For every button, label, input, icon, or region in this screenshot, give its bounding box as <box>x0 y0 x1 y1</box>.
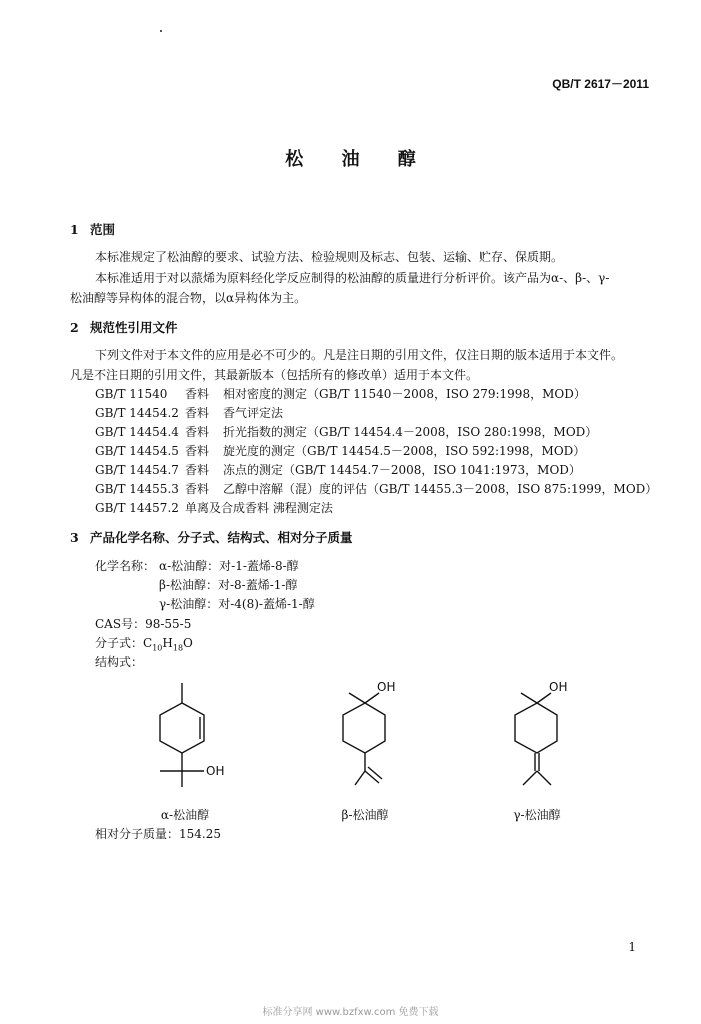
gamma-terpineol-caption: γ-松油醇 <box>513 808 561 822</box>
reference-category: 香料 <box>185 387 210 401</box>
page-number: 1 <box>628 940 636 954</box>
beta-terpineol-structure <box>325 675 425 790</box>
reference-code: GB/T 14454.2 <box>95 406 179 420</box>
bond <box>521 693 537 703</box>
section-title: 规范性引用文件 <box>90 320 178 335</box>
ring <box>515 703 557 753</box>
reference-category: 香料 <box>185 406 210 420</box>
section-2-heading <box>70 318 178 336</box>
chemical-name-gamma: γ-松油醇：对-4(8)-蓋烯-1-醇 <box>159 597 315 611</box>
ring <box>343 703 385 753</box>
formula-carbon-count: 10 <box>152 643 163 653</box>
hydroxyl-label: OH <box>377 680 396 694</box>
scan-speck <box>160 30 162 32</box>
bond <box>365 771 379 783</box>
reference-item <box>95 480 657 497</box>
standard-code: QB/T 2617－2011 <box>552 77 649 91</box>
reference-code: GB/T 14454.4 <box>95 425 179 439</box>
reference-item <box>95 404 283 421</box>
cas-number: CAS号：98-55-5 <box>95 617 192 631</box>
molecular-formula <box>95 634 193 652</box>
section-3-heading <box>70 528 353 546</box>
chemical-name-alpha: α-松油醇：对-1-蓋烯-8-醇 <box>159 559 299 573</box>
section-number: 1 <box>70 222 79 237</box>
chemical-name-label: 化学名称： <box>95 559 156 573</box>
alpha-terpineol-caption: α-松油醇 <box>160 808 210 822</box>
scope-paragraph-2-line-1: 本标准适用于对以蒎烯为原料经化学反应制得的松油醇的质量进行分析评价。该产品为α-、β-、γ- <box>95 271 610 285</box>
reference-category: 香料 <box>185 482 210 496</box>
reference-item <box>95 442 585 459</box>
reference-title: 香气评定法 <box>223 406 284 420</box>
references-intro-line-1: 下列文件对于本文件的应用是必不可少的。凡是注日期的引用文件，仅注日期的版本适用于本文件。 <box>95 348 624 362</box>
reference-code: GB/T 14454.5 <box>95 444 179 458</box>
beta-terpineol-caption: β-松油醇 <box>341 808 389 822</box>
reference-title: 折光指数的测定（GB/T 14454.4－2008，ISO 280:1998，MOD） <box>223 425 598 439</box>
bond <box>523 771 537 785</box>
reference-category: 香料 <box>185 425 210 439</box>
alpha-terpineol-structure <box>140 675 240 790</box>
bond <box>355 771 365 785</box>
section-title: 范围 <box>90 222 116 237</box>
reference-title: 乙醇中溶解（混）度的评估（GB/T 14455.3－2008，ISO 875:1999，MOD） <box>223 482 658 496</box>
reference-title: 冻点的测定（GB/T 14454.7－2008，ISO 1041:1973，MOD） <box>223 463 581 477</box>
hydroxyl-label: OH <box>206 764 225 778</box>
molecular-mass: 相对分子质量：154.25 <box>95 827 221 841</box>
reference-category: 香料 <box>185 444 210 458</box>
bond <box>537 771 551 785</box>
formula-hydrogen: H <box>162 636 173 650</box>
reference-item <box>95 385 586 402</box>
section-number: 3 <box>70 530 79 545</box>
bond <box>365 693 379 703</box>
references-intro-line-2: 凡是不注日期的引用文件，其最新版本（包括所有的修改单）适用于本文件。 <box>70 368 479 382</box>
page-title: 松 油 醇 <box>285 149 432 170</box>
bond <box>349 693 365 703</box>
watermark: 标准分享网 www.bzfxw.com 免费下载 <box>262 1007 439 1018</box>
double-bond <box>368 767 382 779</box>
formula-label: 分子式： <box>95 636 144 650</box>
gamma-terpineol-structure <box>497 675 597 790</box>
hydroxyl-label: OH <box>549 680 568 694</box>
section-number: 2 <box>70 320 79 335</box>
reference-title: 单离及合成香料 沸程测定法 <box>185 501 333 515</box>
bond <box>537 693 551 703</box>
formula-hydrogen-count: 18 <box>172 643 184 653</box>
structure-label: 结构式： <box>95 655 144 669</box>
scope-paragraph-1: 本标准规定了松油醇的要求、试验方法、检验规则及标志、包装、运输、贮存、保质期。 <box>95 250 564 264</box>
reference-item <box>95 461 581 478</box>
reference-code: GB/T 14454.7 <box>95 463 179 477</box>
reference-title: 旋光度的测定（GB/T 14454.5－2008，ISO 592:1998，MOD） <box>223 444 586 458</box>
reference-category: 香料 <box>185 463 210 477</box>
reference-code: GB/T 14457.2 <box>95 501 179 515</box>
scope-paragraph-2-line-2: 松油醇等异构体的混合物，以α异构体为主。 <box>70 291 307 305</box>
formula-oxygen: O <box>183 636 193 650</box>
section-title: 产品化学名称、分子式、结构式、相对分子质量 <box>90 530 353 545</box>
ring <box>160 703 204 753</box>
section-1-heading <box>70 220 115 238</box>
formula-carbon: C <box>143 636 153 650</box>
reference-item <box>95 423 597 440</box>
reference-code: GB/T 14455.3 <box>95 482 179 496</box>
reference-code: GB/T 11540 <box>95 387 168 401</box>
chemical-name-beta: β-松油醇：对-8-蓋烯-1-醇 <box>159 578 298 592</box>
reference-title: 相对密度的测定（GB/T 11540－2008，ISO 279:1998，MOD） <box>223 387 586 401</box>
reference-item <box>95 499 333 516</box>
